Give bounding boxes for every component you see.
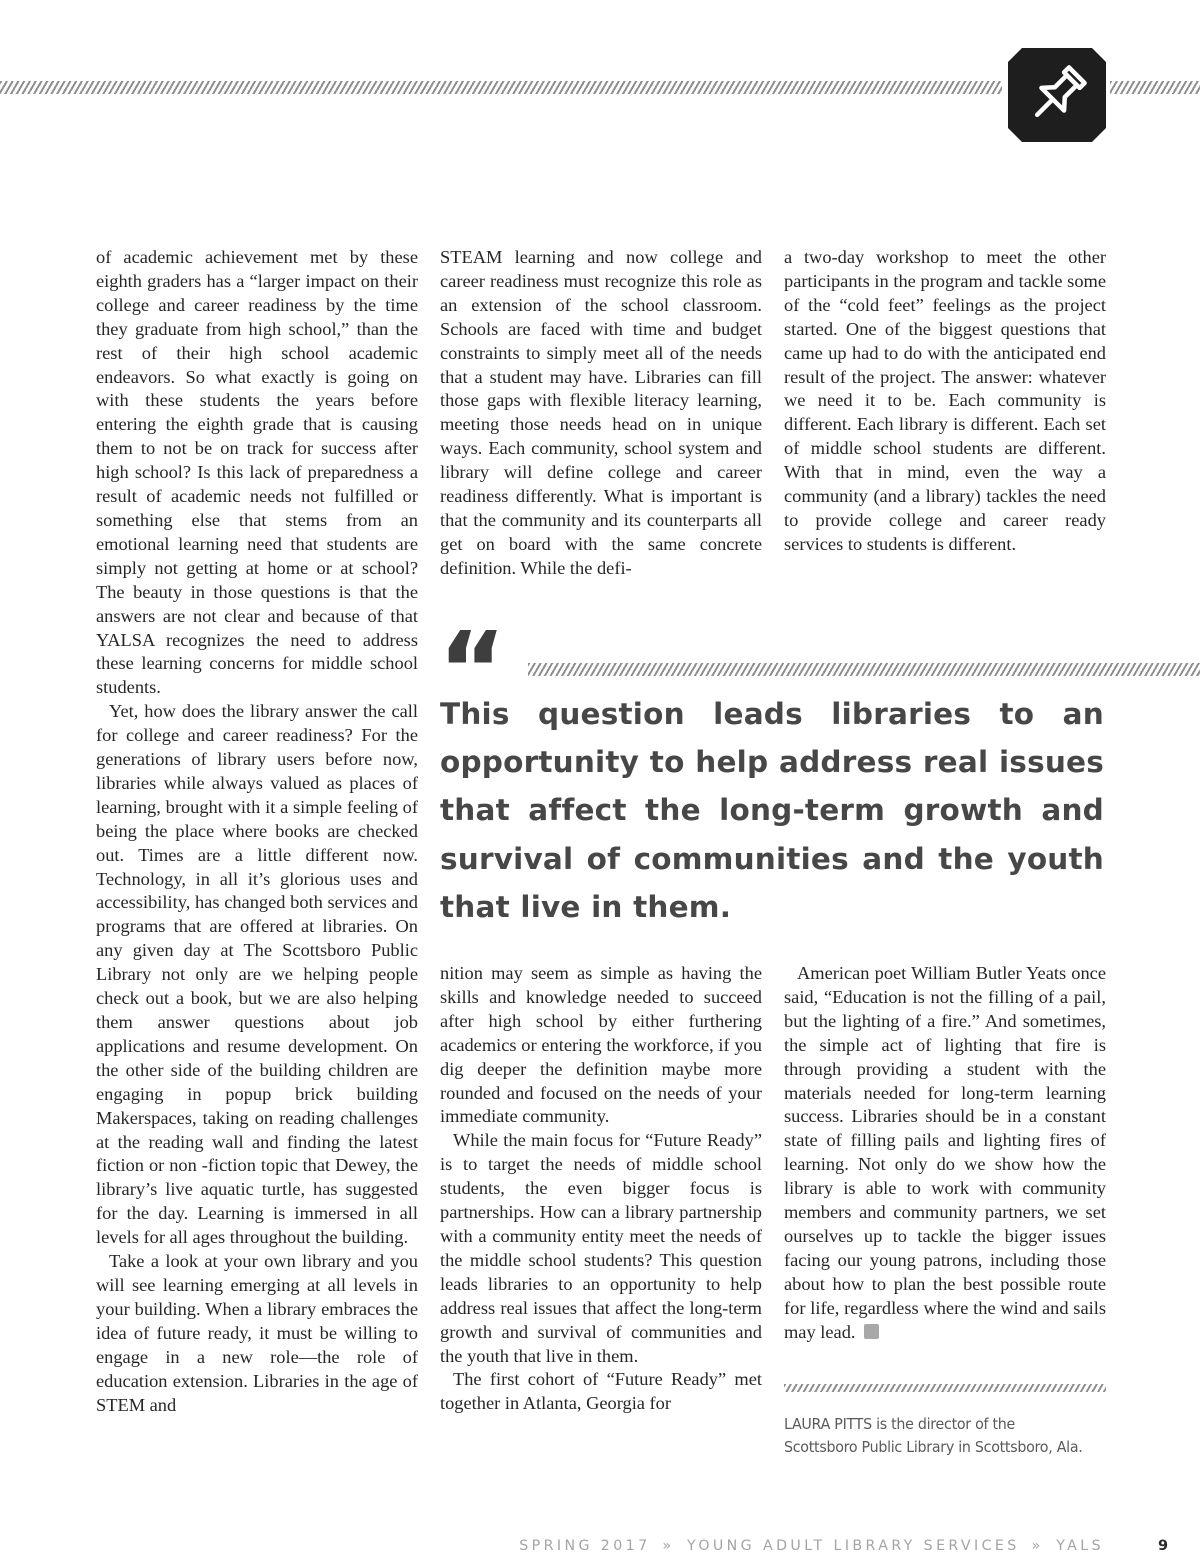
page-number: 9 [1157, 1538, 1169, 1554]
paragraph: Yet, how does the library answer the call for college and career readiness? For the generations of library users before now, libraries while always valued as places of learning, brought with it a simple feeling of being the place where books are checked out. Times are a little different now. Technology, in all it’s glorious uses and accessibility, has changed both services and programs that are offered at libraries. On any given day at The Scottsboro Public Library not only are we helping people check out a book, but we are also helping them answer questions about job applications and resume development. On the other side of the building children are engaging in popup brick building Makerspaces, taking on reading challenges at the reading wall and finding the latest fiction or non -fiction topic that Dewey, the library’s live aquatic turtle, has suggested for the day. Learning is immersed in all levels for all ages throughout the building. [96, 701, 418, 1248]
header-rule-right [1110, 81, 1200, 94]
pull-quote: This question leads libraries to an opportunity to help address real issues that affect the long-term growth and survival of communities and the youth that live in them. [440, 697, 1104, 924]
paragraph: The first cohort of “Future Ready” met together in Atlanta, Georgia for [440, 1369, 762, 1414]
pull-quote-rule [528, 663, 1200, 676]
closing-paragraph-text: American poet William Butler Yeats once said, “Education is not the filling of a pail, but the lighting of a fire.” And sometimes, the simple act of lighting that fire is through providing a student with the materials needed for long-term learning success. Libraries should be in a constant state of filling pails and lighting fires of learning. Not only do we show how the library is able to work with community members and community partners, we set ourselves up to tackle the bigger issues facing our young patrons, including those about how to plan the best possible route for life, regardless where the wind and sails may lead. [784, 963, 1106, 1342]
footer-separator: » [1031, 1538, 1041, 1554]
end-mark-icon [864, 1324, 879, 1339]
footer-season: SPRING 2017 [519, 1538, 651, 1554]
paragraph: of academic achievement met by these eighth graders has a “larger impact on their college and career readiness by the time they graduate from high school,” than the rest of their high school academic endeavors. So what exactly is going on with these students the years before entering the eighth grade that is causing them to not be on track for success after high school? Is this lack of preparedness a result of academic needs not fulfilled or something else that stems from an emotional learning need that students are simply not getting at home or at school? The beauty in those questions is that the answers are not clear and because of that YALSA recognizes the need to address these learning concerns for middle school students. [96, 247, 418, 698]
footer-journal: YOUNG ADULT LIBRARY SERVICES [687, 1538, 1020, 1554]
section-badge [1008, 48, 1106, 142]
paragraph [784, 962, 1106, 1345]
paragraph: STEAM learning and now college and career readiness must recognize this role as an extension of the school classroom. Schools are faced with time and budget constraints to simply meet all of the needs that a student may have. Libraries can fill those gaps with flexible literacy learning, meeting those needs head on in unique ways. Each community, school system and library will define college and career readiness differently. What is important is that the community and its counterparts all get on board with the same concrete definition. While the defi- [440, 247, 762, 578]
running-footer [519, 1535, 1104, 1557]
paragraph: While the main focus for “Future Ready” is to target the needs of middle school students, the even bigger focus is partnerships. How can a library partnership with a community entity meet the needs of the middle school students? This question leads libraries to an opportunity to help address real issues that affect the long-term growth and survival of communities and the youth that live in them. [440, 1130, 762, 1366]
article-column-2 [440, 246, 762, 581]
article-column-3 [784, 246, 1106, 557]
footer-separator: » [662, 1538, 672, 1554]
author-bio: LAURA PITTS is the director of the Scottsboro Public Library in Scottsboro, Ala. [784, 1415, 1083, 1456]
paragraph: a two-day workshop to meet the other participants in the program and tackle some of the “cold feet” feelings as the project started. One of the biggest questions that came up had to do with the anticipated end result of the project. The answer: whatever we need it to be. Each community is different. Each library is different. Each set of middle school students are different. With that in mind, even the way a community (and a library) tackles the need to provide college and career ready services to students is different. [784, 247, 1106, 554]
article-column-1 [96, 246, 418, 1417]
header-rule [0, 81, 1002, 94]
pushpin-icon [1025, 63, 1089, 127]
article-column-5 [784, 962, 1106, 1345]
footer-abbrev: YALS [1056, 1538, 1104, 1554]
bio-rule [784, 1384, 1106, 1392]
article-column-4 [440, 962, 762, 1416]
quote-mark-icon: “ [438, 609, 507, 731]
paragraph: Take a look at your own library and you will see learning emerging at all levels in your building. When a library embraces the idea of future ready, it must be willing to engage in a new role—the role of education extension. Libraries in the age of STEM and [96, 1251, 418, 1415]
paragraph: nition may seem as simple as having the skills and knowledge needed to succeed after high school by either furthering academics or entering the workforce, if you dig deeper the definition maybe more rounded and focused on the needs of your immediate community. [440, 963, 762, 1127]
